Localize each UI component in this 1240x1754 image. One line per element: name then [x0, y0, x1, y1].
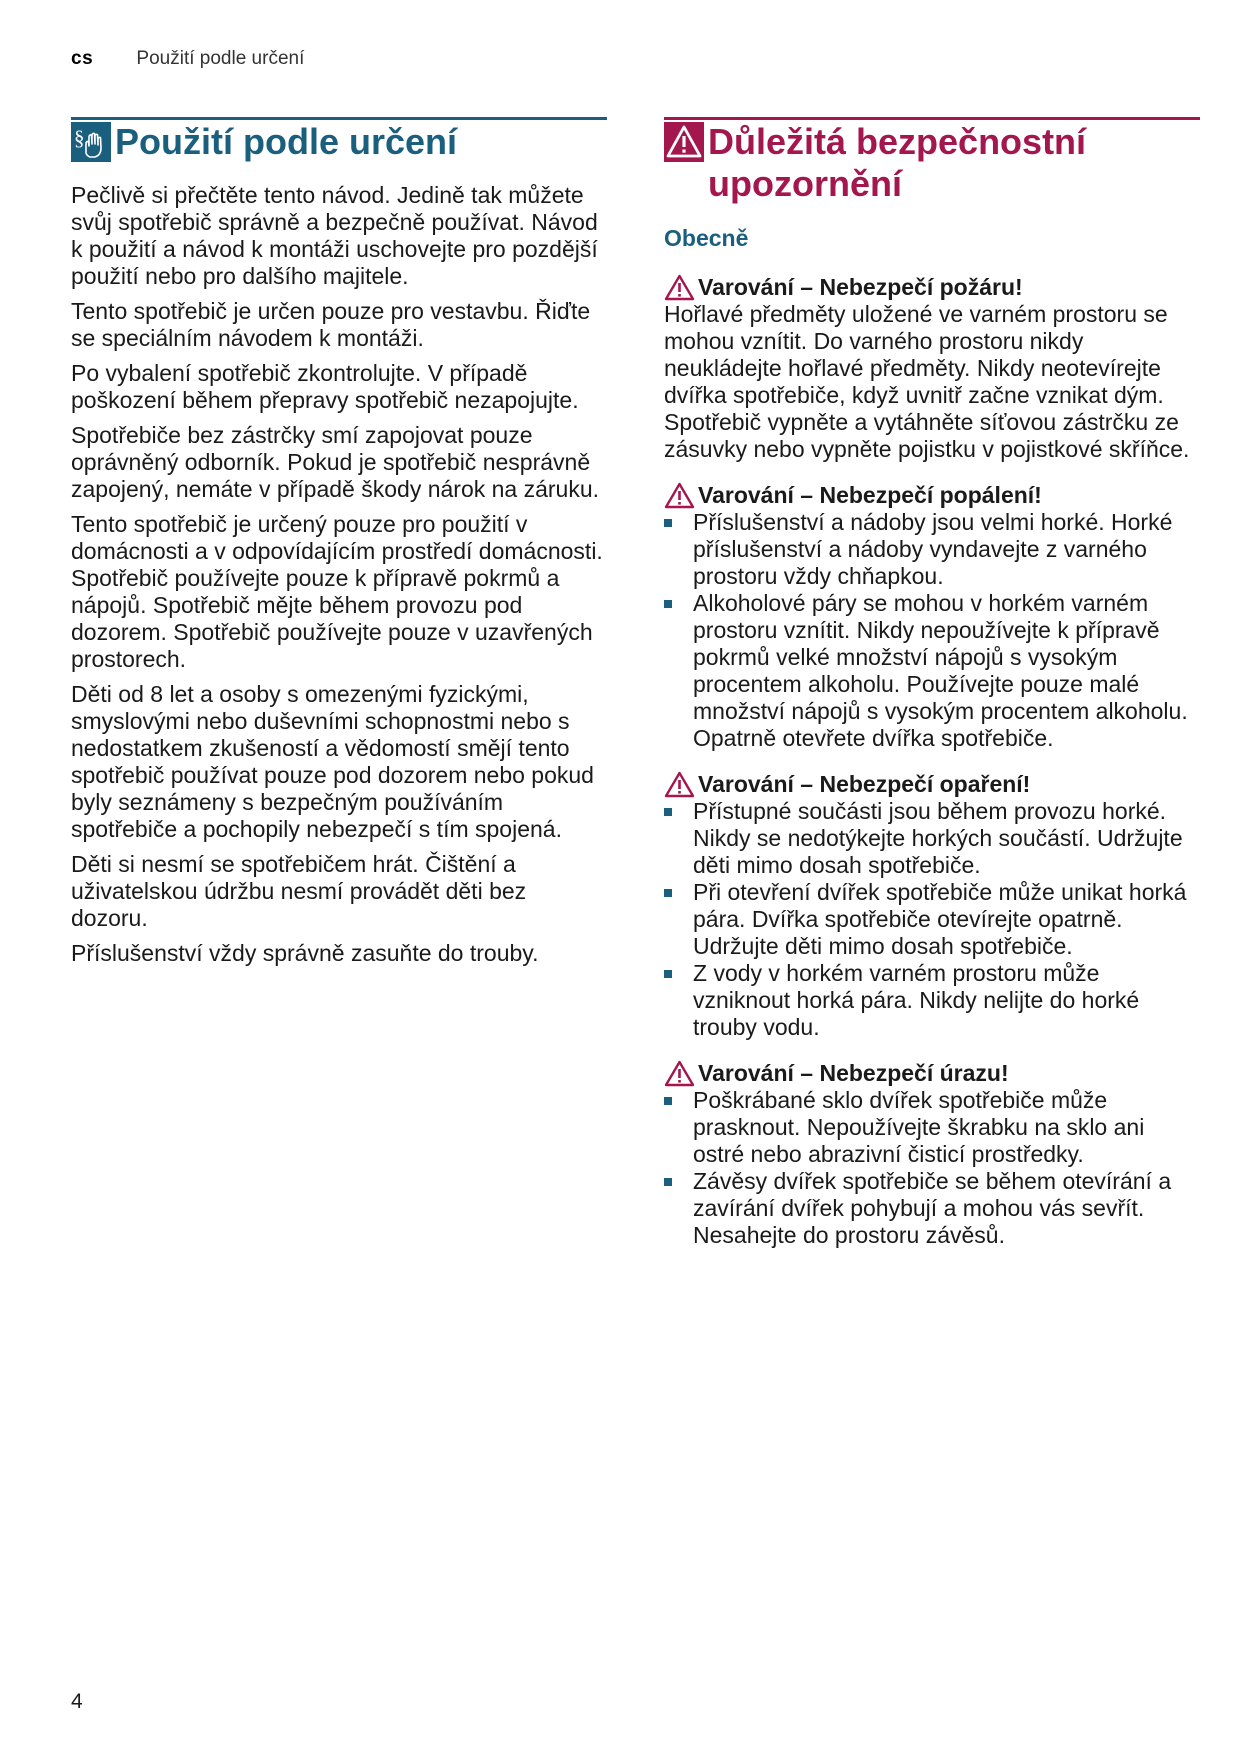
warning-title [664, 274, 1200, 301]
warning-list [664, 509, 1200, 752]
section-title: Použití podle určení [115, 121, 458, 162]
bullet-icon [664, 1097, 672, 1105]
body-paragraph: Tento spotřebič je určený pouze pro použití v domácnosti a v odpovídajícím prostředí domácnosti. Spotřebič používejte pouze k přípravě pokrmů a nápojů. Spotřebič mějte během provozu pod dozorem. Spotřebič používejte pouze v uzavřených prostorech. [71, 511, 603, 672]
page-header [71, 48, 304, 70]
bullet-icon [664, 970, 672, 978]
warning-triangle-icon [664, 482, 695, 509]
page-number: 4 [71, 1690, 83, 1713]
warning-title-text: Varování – Nebezpečí popálení! [698, 482, 1042, 508]
section-rule [664, 117, 1200, 120]
warning-list [664, 1087, 1200, 1249]
warning-box-icon [664, 122, 704, 162]
warning-title-text: Varování – Nebezpečí požáru! [698, 274, 1023, 300]
left-column [71, 117, 607, 967]
list-item: Přístupné součásti jsou během provozu horké. Nikdy se nedotýkejte horkých součástí. Udržujte děti mimo dosah spotřebiče. [664, 798, 1200, 879]
bullet-icon [664, 600, 672, 608]
bullet-icon [664, 808, 672, 816]
bullet-icon [664, 889, 672, 897]
warning-block [664, 1060, 1200, 1249]
warning-title [664, 482, 1200, 509]
section-heading [664, 121, 1200, 205]
subsection-heading: Obecně [664, 225, 749, 251]
warning-title-text: Varování – Nebezpečí opaření! [698, 771, 1031, 797]
warning-block [664, 771, 1200, 1041]
body-paragraph: Pečlivě si přečtěte tento návod. Jedině tak můžete svůj spotřebič správně a bezpečně používat. Návod k použití a návod k montáži uschovejte pro pozdější použití nebo pro dalšího majitele. [71, 182, 598, 289]
svg-text:§: § [74, 126, 85, 150]
warning-title [664, 1060, 1200, 1087]
body-paragraph: Spotřebiče bez zástrčky smí zapojovat pouze oprávněný odborník. Pokud je spotřebič nesprávně zapojený, nemáte v případě škody nárok na záruku. [71, 422, 600, 502]
right-column [664, 117, 1200, 1249]
body-paragraph: Děti od 8 let a osoby s omezenými fyzickými, smyslovými nebo duševními schopnostmi nebo s nedostatkem zkušeností a vědomostí smějí tento spotřebič používat pouze pod dozorem nebo pokud byly seznámeny s bezpečným používáním spotřebiče a pochopily nebezpečí s tím spojená. [71, 681, 594, 842]
list-item: Poškrábané sklo dvířek spotřebiče může prasknout. Nepoužívejte škrabku na sklo ani ostré nebo abrazivní čisticí prostředky. [664, 1087, 1200, 1168]
language-code: cs [71, 48, 94, 69]
warning-title-text: Varování – Nebezpečí úrazu! [698, 1060, 1009, 1086]
body-paragraph: Po vybalení spotřebič zkontrolujte. V případě poškození během přepravy spotřebič nezapojujte. [71, 360, 579, 413]
header-title: Použití podle určení [136, 48, 305, 69]
warning-title [664, 771, 1200, 798]
list-item: Závěsy dvířek spotřebiče se během otevírání a zavírání dvířek pohybují a mohou vás sevřít. Nesahejte do prostoru závěsů. [664, 1168, 1200, 1249]
warning-triangle-icon [664, 771, 695, 798]
body-paragraph: Příslušenství vždy správně zasuňte do trouby. [71, 940, 539, 966]
paragraph-hand-icon [71, 122, 111, 162]
section-rule [71, 117, 607, 120]
warning-block [664, 274, 1200, 463]
warning-list [664, 798, 1200, 1041]
body-paragraph: Tento spotřebič je určen pouze pro vestavbu. Řiďte se speciálním návodem k montáži. [71, 298, 591, 351]
list-item: Alkoholové páry se mohou v horkém varném prostoru vznítit. Nikdy nepoužívejte k přípravě pokrmů velké množství nápojů s vysokým procentem alkoholu. Používejte pouze malé množství nápojů s vysokým procentem alkoholu. Opatrně otevřete dvířka spotřebiče. [664, 590, 1200, 752]
section-heading [71, 121, 607, 163]
list-item: Z vody v horkém varném prostoru může vzniknout horká pára. Nikdy nelijte do horké trouby vodu. [664, 960, 1200, 1041]
bullet-icon [664, 1178, 672, 1186]
warning-triangle-icon [664, 274, 695, 301]
warning-block [664, 482, 1200, 752]
list-item: Příslušenství a nádoby jsou velmi horké. Horké příslušenství a nádoby vyndavejte z varného prostoru vždy chňapkou. [664, 509, 1200, 590]
list-item: Při otevření dvířek spotřebiče může unikat horká pára. Dvířka spotřebiče otevírejte opatrně. Udržujte děti mimo dosah spotřebiče. [664, 879, 1200, 960]
body-paragraph: Děti si nesmí se spotřebičem hrát. Čištění a uživatelskou údržbu nesmí provádět děti bez dozoru. [71, 851, 527, 931]
warning-triangle-icon [664, 1060, 695, 1087]
section-title: Důležitá bezpečnostní upozornění [708, 121, 1087, 204]
bullet-icon [664, 519, 672, 527]
warning-text: Hořlavé předměty uložené ve varném prostoru se mohou vznítit. Do varného prostoru nikdy neukládejte hořlavé předměty. Nikdy neotevírejte dvířka spotřebiče, když uvnitř začne vznikat dým. Spotřebič vypněte a vytáhněte síťovou zástrčku ze zásuvky nebo vypněte pojistku v pojistkové skříňce. [664, 301, 1190, 462]
